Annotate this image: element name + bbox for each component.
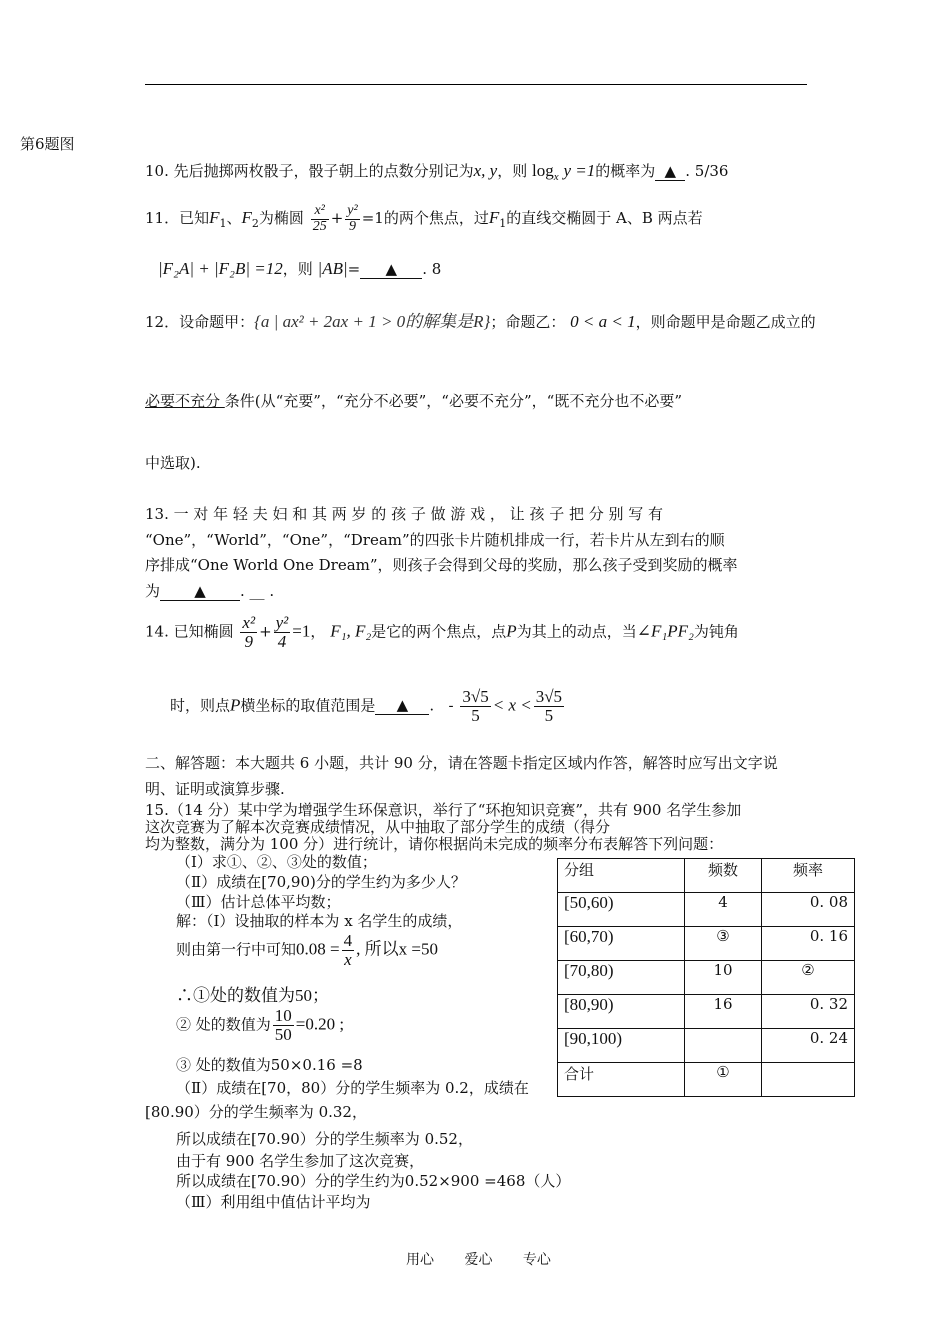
- question-15-sub1: （Ⅰ）求①、②、③处的数值；: [176, 853, 377, 871]
- table-cell: [50,60): [558, 893, 685, 927]
- table-row: [558, 927, 855, 961]
- answer-blank: ▲: [655, 162, 685, 181]
- solution-line1: 解：（Ⅰ）设抽取的样本为 x 名学生的成绩，: [176, 912, 463, 930]
- section-2-heading: 二、解答题：本大题共 6 小题，共计 90 分，请在答题卡指定区域内作答，解答时应写出文字说: [145, 754, 778, 772]
- table-header-cell: 频数: [685, 859, 762, 893]
- solution-line10: 所以成绩在[70.90）分的学生约为0.52×900 =468（人）: [176, 1172, 571, 1190]
- table-header-cell: 分组: [558, 859, 685, 893]
- fraction: $\frac{\text{y²}}{9}$: [347, 203, 358, 234]
- question-11: 11．已知$F_1$、$F_2$为椭圆 $\frac{\text{x²}}{25}$ + $\frac{\text{y²}}{9}$ =1的两个焦点，过$F_1$的直线交椭圆于 A、B 两点若: [145, 203, 703, 234]
- solution-line11: （Ⅲ）利用组中值估计平均为: [176, 1193, 371, 1211]
- solution-line6: （Ⅱ）成绩在[70，80）分的学生频率为 0.2，成绩在: [176, 1079, 529, 1097]
- answer-blank: ▲: [375, 696, 429, 715]
- question-14-line2: 时，则点P横坐标的取值范围是 ▲ . - $\frac{3√5}{5}$ < x < $\frac{3√5}{5}$: [170, 687, 563, 725]
- table-row: [558, 1063, 855, 1097]
- table-row: [558, 961, 855, 995]
- question-13-line1: 13. 一 对 年 轻 夫 妇 和 其 两 岁 的 孩 子 做 游 戏 ， 让 孩 子 把 分 别 写 有: [145, 505, 664, 523]
- question-13-line3: 序排成“One World One Dream”，则孩子会得到父母的奖励，那么孩子受到奖励的概率: [145, 556, 738, 574]
- solution-line4: ② 处的数值为 $\frac{10}{50}$ =0.20 ;: [176, 1006, 345, 1044]
- fraction: $\frac{3√5}{5}$: [462, 687, 489, 725]
- table-cell: 0. 32: [762, 995, 855, 1029]
- table-cell: ①: [685, 1063, 762, 1097]
- question-13-line4: 为 ▲ . __ .: [145, 582, 275, 600]
- answer-blank: ▲: [360, 260, 422, 279]
- fraction: $\frac{3√5}{5}$: [535, 687, 563, 725]
- header-rule: [145, 84, 807, 85]
- answer-blank: ▲: [160, 582, 240, 601]
- table-cell: 合计: [558, 1063, 685, 1097]
- table-cell: [80,90): [558, 995, 685, 1029]
- table-cell: [70,80): [558, 961, 685, 995]
- solution-line8: 所以成绩在[70.90）分的学生频率为 0.52，: [176, 1130, 473, 1148]
- table-header-cell: 频率: [762, 859, 855, 893]
- answer-underlined: 必要不充分: [145, 392, 225, 410]
- table-cell: 0. 24: [762, 1029, 855, 1063]
- question-15-sub3: （Ⅲ）估计总体平均数；: [176, 893, 341, 911]
- question-12-line2: 必要不充分 条件(从“充要”，“充分不必要”，“必要不充分”，“既不充分也不必要”: [145, 392, 682, 410]
- fraction: $\frac{4}{x}$: [343, 931, 353, 969]
- question-10: 10. 先后抛掷两枚骰子，骰子朝上的点数分别记为x, y，则 $\log_x y =1$的概率为 ▲ . 5/36: [145, 161, 729, 183]
- question-15-sub2: （Ⅱ）成绩在[70,90)分的学生约为多少人？: [176, 873, 466, 891]
- frequency-table: [557, 858, 855, 1097]
- table-cell: [60,70): [558, 927, 685, 961]
- table-cell: [90,100): [558, 1029, 685, 1063]
- question-13-line2: “One”，“World”，“One”，“Dream”的四张卡片随机排成一行，若卡片从左到右的顺: [145, 531, 725, 549]
- table-header-row: [558, 859, 855, 893]
- question-12-line3: 中选取).: [145, 454, 201, 472]
- fraction: $\frac{\text{y²}}{4}$: [275, 613, 289, 651]
- table-row: [558, 1029, 855, 1063]
- fraction: $\frac{\text{x²}}{9}$: [242, 613, 256, 651]
- table-cell: 4: [685, 893, 762, 927]
- table-cell: ③: [685, 927, 762, 961]
- question-12: 12．设命题甲：{a | ax² + 2ax + 1 > 0的解集是R}；命题乙： 0 < a < 1，则命题甲是命题乙成立的: [145, 312, 816, 331]
- table-cell: 16: [685, 995, 762, 1029]
- section-2-heading-line2: 明、证明或演算步骤.: [145, 780, 285, 798]
- table-cell: [685, 1029, 762, 1063]
- figure-caption: 第6题图: [20, 135, 75, 153]
- table-cell: 10: [685, 961, 762, 995]
- question-15-line3: 均为整数，满分为 100 分）进行统计，请你根据尚未完成的频率分布表解答下列问题：: [145, 835, 724, 853]
- solution-line7: [80.90）分的学生频率为 0.32，: [145, 1103, 367, 1121]
- table-cell: 0. 16: [762, 927, 855, 961]
- table-row: [558, 893, 855, 927]
- question-15-line2: 这次竞赛为了解本次竞赛成绩情况，从中抽取了部分学生的成绩（得分: [145, 818, 611, 836]
- question-14: 14. 已知椭圆 $\frac{\text{x²}}{9}$ + $\frac{\text{y²}}{4}$ =1， F₁, F₂是它的两个焦点，点P为其上的动点，当∠F₁PF₂为钝角: [145, 613, 739, 651]
- solution-line9: 由于有 900 名学生参加了这次竞赛，: [176, 1152, 425, 1170]
- table-cell: 0. 08: [762, 893, 855, 927]
- solution-line3: ∴①处的数值为50；: [176, 986, 329, 1005]
- table-row: [558, 995, 855, 1029]
- fraction: $\frac{\text{x²}}{25}$: [312, 203, 327, 234]
- solution-line2: 则由第一行中可知0.08 = $\frac{4}{x}$ , 所以x =50: [176, 931, 438, 969]
- question-11-line2: |F₂A| + |F₂B| =12，则 |AB|= ▲ . 8: [158, 259, 442, 278]
- table-cell: [762, 1063, 855, 1097]
- page-footer: 用心 爱心 专心: [406, 1252, 551, 1268]
- table-cell: ②: [762, 961, 855, 995]
- question-15-line1: 15.（14 分）某中学为增强学生环保意识，举行了“环抱知识竞赛”，共有 900 名学生参加: [145, 801, 742, 819]
- solution-line5: ③ 处的数值为50×0.16 =8: [176, 1056, 363, 1074]
- fraction: $\frac{10}{50}$: [274, 1006, 292, 1044]
